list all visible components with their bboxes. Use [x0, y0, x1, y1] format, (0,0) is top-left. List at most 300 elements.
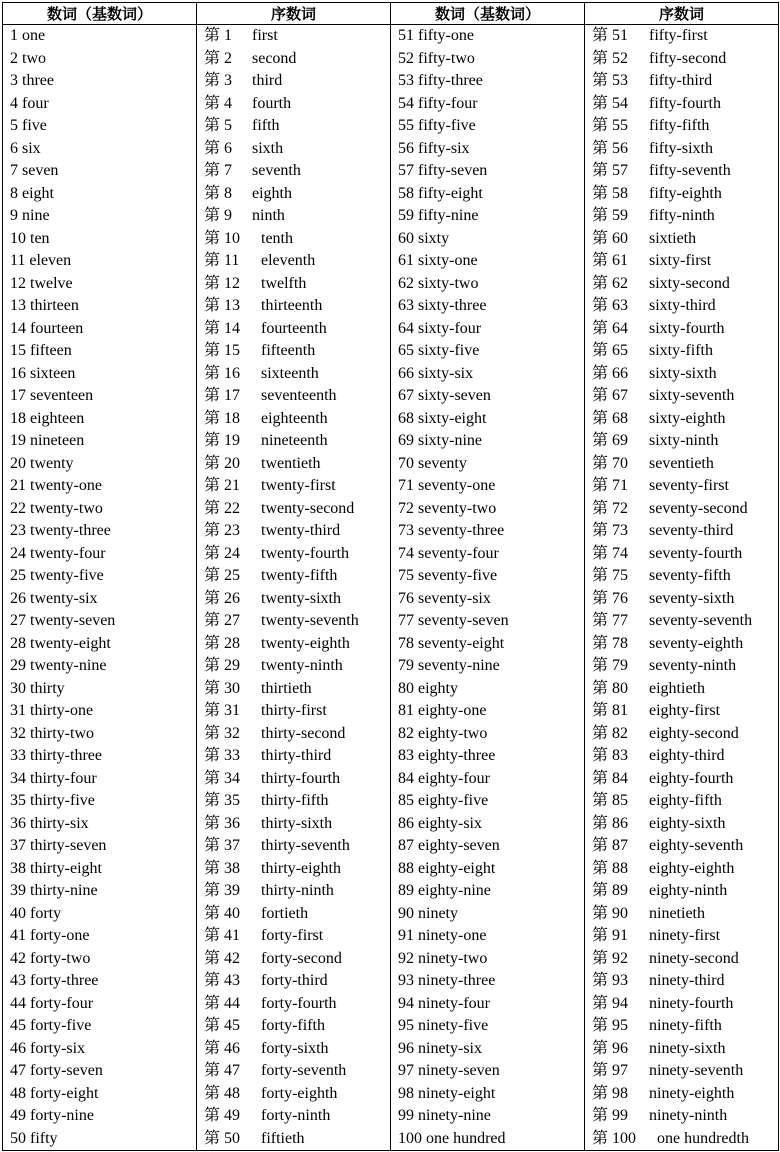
- ordinal-prefix: 第: [204, 387, 221, 404]
- ordinal-prefix: 第: [592, 117, 609, 134]
- ordinal-number: 第 4: [204, 94, 233, 112]
- ordinal-number: 第 93: [592, 972, 629, 989]
- ordinal-word: eighty-third: [649, 747, 725, 764]
- cardinal-cell-left: [3, 858, 197, 881]
- cardinal-number: 93: [398, 972, 414, 989]
- cardinal-word: ninety-six: [418, 1039, 482, 1057]
- cardinal-cell-right: [391, 160, 585, 183]
- cardinal-cell-right: [391, 970, 585, 993]
- ordinal-number: 第 58: [592, 184, 629, 202]
- ordinal-word: eightieth: [649, 679, 705, 697]
- cardinal-cell-right: [391, 745, 585, 768]
- ordinal-number: 第 20: [204, 454, 241, 472]
- cardinal-word: sixty-five: [418, 342, 480, 359]
- ordinal-cell-right: [585, 543, 779, 566]
- ordinal-cell-left: [197, 655, 391, 678]
- ordinal-prefix: 第: [204, 634, 221, 652]
- ordinal-number: 第 97: [592, 1062, 629, 1079]
- ordinal-cell-left: [197, 790, 391, 813]
- ordinal-word: nineteenth: [261, 432, 328, 449]
- cardinal-word: sixty: [418, 229, 450, 247]
- cardinal-number: 69: [398, 432, 414, 449]
- ordinal-cell-left: [197, 813, 391, 836]
- ordinal-word: forty-ninth: [261, 1107, 331, 1124]
- ordinal-word: seventy-second: [649, 499, 748, 517]
- cardinal-number: 80: [398, 679, 414, 697]
- ordinal-number: 第 16: [204, 364, 241, 382]
- ordinal-prefix: 第: [204, 567, 221, 584]
- ordinal-cell-left: [197, 408, 391, 431]
- cardinal-cell-left: [3, 543, 197, 566]
- ordinal-prefix: 第: [204, 702, 221, 719]
- ordinal-number: 第 17: [204, 387, 241, 404]
- cardinal-number: 16: [10, 364, 26, 382]
- ordinal-word: fourth: [252, 94, 292, 112]
- cardinal-number: 28: [10, 634, 26, 652]
- ordinal-prefix: 第: [592, 1017, 609, 1034]
- cardinal-number: 95: [398, 1017, 414, 1034]
- header-row: [3, 3, 779, 25]
- ordinal-cell-left: [197, 565, 391, 588]
- ordinal-cell-right: [585, 520, 779, 543]
- ordinal-prefix: 第: [592, 364, 609, 382]
- cardinal-number: 100: [398, 1129, 422, 1147]
- ordinal-word: fifty-sixth: [649, 139, 713, 157]
- cardinal-cell-right: [391, 453, 585, 476]
- cardinal-word: seventy-one: [418, 477, 496, 494]
- ordinal-cell-left: [197, 588, 391, 611]
- cardinal-cell-right: [391, 183, 585, 206]
- ordinal-number: 第 69: [592, 432, 629, 449]
- ordinal-prefix: 第: [592, 229, 609, 247]
- cardinal-number: 7: [10, 162, 18, 179]
- table-row: [3, 363, 779, 386]
- cardinal-number: 67: [398, 387, 414, 404]
- ordinal-prefix: 第: [592, 319, 609, 337]
- cardinal-word: fifty-seven: [418, 162, 488, 179]
- cardinal-word: thirty-three: [30, 747, 102, 764]
- header-cardinal-right: 数词（基数词）: [391, 3, 585, 25]
- ordinal-prefix: 第: [204, 364, 221, 382]
- ordinal-cell-right: [585, 880, 779, 903]
- ordinal-cell-right: [585, 115, 779, 138]
- ordinal-prefix: 第: [204, 477, 221, 494]
- cardinal-number: 92: [398, 949, 414, 967]
- cardinal-word: seventy-nine: [418, 657, 500, 674]
- ordinal-number: 第 79: [592, 657, 629, 674]
- cardinal-cell-right: [391, 768, 585, 791]
- ordinal-number: 第 49: [204, 1107, 241, 1124]
- cardinal-word: thirty-seven: [30, 837, 107, 854]
- ordinal-cell-left: [197, 295, 391, 318]
- ordinal-cell-left: [197, 880, 391, 903]
- cardinal-cell-right: [391, 723, 585, 746]
- cardinal-cell-right: [391, 633, 585, 656]
- table-row: [3, 1038, 779, 1061]
- ordinal-cell-right: [585, 835, 779, 858]
- ordinal-word: twenty-eighth: [261, 634, 350, 652]
- ordinal-cell-left: [197, 430, 391, 453]
- cardinal-number: 18: [10, 409, 26, 427]
- ordinal-number: 第 24: [204, 544, 241, 562]
- cardinal-number: 78: [398, 634, 414, 652]
- ordinal-prefix: 第: [592, 387, 609, 404]
- table-row: [3, 813, 779, 836]
- ordinal-word: ninety-eighth: [649, 1084, 735, 1102]
- cardinal-cell-left: [3, 25, 197, 48]
- ordinal-cell-left: [197, 498, 391, 521]
- cardinal-number: 24: [10, 544, 26, 562]
- cardinal-number: 42: [10, 949, 26, 967]
- ordinal-prefix: 第: [204, 432, 221, 449]
- cardinal-cell-right: [391, 205, 585, 228]
- cardinal-cell-left: [3, 655, 197, 678]
- cardinal-number: 64: [398, 319, 414, 337]
- cardinal-word: fifty: [30, 1129, 58, 1147]
- ordinal-cell-left: [197, 385, 391, 408]
- ordinal-prefix: 第: [592, 162, 609, 179]
- cardinal-cell-left: [3, 948, 197, 971]
- ordinal-cell-right: [585, 385, 779, 408]
- ordinal-number: 第 57: [592, 162, 629, 179]
- cardinal-cell-right: [391, 858, 585, 881]
- ordinal-number: 第 78: [592, 634, 629, 652]
- ordinal-number: 第 45: [204, 1017, 241, 1034]
- ordinal-word: tenth: [261, 229, 293, 247]
- table-row: [3, 25, 779, 48]
- ordinal-prefix: 第: [592, 499, 609, 517]
- ordinal-word: sixtieth: [649, 229, 697, 247]
- cardinal-number: 3: [10, 72, 18, 89]
- table-row: [3, 565, 779, 588]
- ordinal-word: fortieth: [261, 904, 309, 922]
- ordinal-prefix: 第: [592, 207, 609, 224]
- cardinal-number: 29: [10, 657, 26, 674]
- ordinal-cell-left: [197, 970, 391, 993]
- cardinal-word: thirteen: [30, 297, 79, 314]
- cardinal-cell-right: [391, 318, 585, 341]
- ordinal-cell-right: [585, 700, 779, 723]
- ordinal-cell-left: [197, 25, 391, 48]
- cardinal-cell-left: [3, 993, 197, 1016]
- cardinal-cell-left: [3, 48, 197, 71]
- cardinal-number: 19: [10, 432, 26, 449]
- ordinal-prefix: 第: [204, 162, 221, 179]
- ordinal-word: sixty-fifth: [649, 342, 713, 359]
- ordinal-number: 第 26: [204, 589, 241, 607]
- cardinal-word: eight: [22, 184, 54, 202]
- ordinal-prefix: 第: [592, 27, 609, 44]
- ordinal-cell-left: [197, 183, 391, 206]
- ordinal-number: 第 73: [592, 522, 629, 539]
- cardinal-word: twenty-five: [30, 567, 104, 584]
- cardinal-word: ten: [30, 229, 50, 247]
- ordinal-prefix: 第: [592, 949, 609, 967]
- ordinal-cell-left: [197, 858, 391, 881]
- cardinal-word: eighty-five: [418, 792, 489, 809]
- cardinal-cell-right: [391, 25, 585, 48]
- ordinal-cell-right: [585, 588, 779, 611]
- ordinal-number: 第 62: [592, 274, 629, 292]
- cardinal-word: eighty: [418, 679, 458, 697]
- ordinal-number: 第 13: [204, 297, 241, 314]
- table-row: [3, 633, 779, 656]
- ordinal-number: 第 25: [204, 567, 241, 584]
- ordinal-number: 第 54: [592, 94, 629, 112]
- ordinal-word: ninety-fourth: [649, 994, 734, 1012]
- ordinal-cell-right: [585, 273, 779, 296]
- cardinal-word: fifty-five: [418, 117, 476, 134]
- ordinal-prefix: 第: [204, 747, 221, 764]
- ordinal-number: 第 95: [592, 1017, 629, 1034]
- table-row: [3, 340, 779, 363]
- ordinal-word: seventieth: [649, 454, 714, 472]
- ordinal-number: 第 38: [204, 859, 241, 877]
- cardinal-cell-left: [3, 115, 197, 138]
- ordinal-cell-left: [197, 678, 391, 701]
- cardinal-number: 76: [398, 589, 414, 607]
- cardinal-number: 33: [10, 747, 26, 764]
- cardinal-word: forty-nine: [30, 1107, 94, 1124]
- ordinal-prefix: 第: [204, 72, 221, 89]
- ordinal-number: 第 60: [592, 229, 629, 247]
- table-row: [3, 1015, 779, 1038]
- cardinal-number: 79: [398, 657, 414, 674]
- ordinal-number: 第 81: [592, 702, 629, 719]
- cardinal-cell-left: [3, 1105, 197, 1128]
- cardinal-cell-right: [391, 880, 585, 903]
- cardinal-number: 87: [398, 837, 414, 854]
- cardinal-word: seventy-six: [418, 589, 491, 607]
- ordinal-prefix: 第: [592, 994, 609, 1012]
- ordinal-prefix: 第: [204, 1017, 221, 1034]
- ordinal-word: thirty-seventh: [261, 837, 350, 854]
- ordinal-number: 第 10: [204, 229, 241, 247]
- cardinal-word: ninety-eight: [418, 1084, 496, 1102]
- cardinal-number: 63: [398, 297, 414, 314]
- cardinal-cell-left: [3, 835, 197, 858]
- cardinal-number: 12: [10, 274, 26, 292]
- ordinal-word: fifth: [252, 117, 280, 134]
- cardinal-word: twenty-seven: [30, 612, 116, 629]
- cardinal-word: fourteen: [30, 319, 84, 337]
- cardinal-number: 43: [10, 972, 26, 989]
- ordinal-number: 第 87: [592, 837, 629, 854]
- cardinal-word: seventy-three: [418, 522, 505, 539]
- cardinal-word: fifty-one: [418, 27, 474, 44]
- ordinal-cell-left: [197, 93, 391, 116]
- ordinal-cell-right: [585, 768, 779, 791]
- ordinal-prefix: 第: [204, 117, 221, 134]
- cardinal-number: 49: [10, 1107, 26, 1124]
- ordinal-word: seventy-sixth: [649, 589, 735, 607]
- ordinal-cell-left: [197, 318, 391, 341]
- ordinal-cell-right: [585, 160, 779, 183]
- cardinal-cell-left: [3, 565, 197, 588]
- ordinal-word: fiftieth: [261, 1129, 305, 1147]
- ordinal-number: 第 59: [592, 207, 629, 224]
- ordinal-prefix: 第: [204, 49, 221, 67]
- ordinal-number: 第 18: [204, 409, 241, 427]
- ordinal-word: seventy-seventh: [649, 612, 753, 629]
- cardinal-cell-left: [3, 183, 197, 206]
- cardinal-number: 14: [10, 319, 26, 337]
- ordinal-number: 第 29: [204, 657, 241, 674]
- ordinal-cell-right: [585, 813, 779, 836]
- cardinal-word: thirty-five: [30, 792, 95, 809]
- ordinal-number: 第 72: [592, 499, 629, 517]
- ordinal-word: ninety-third: [649, 972, 725, 989]
- cardinal-number: 1: [10, 27, 18, 44]
- cardinal-number: 98: [398, 1084, 414, 1102]
- cardinal-word: sixty-six: [418, 364, 474, 382]
- cardinal-number: 21: [10, 477, 26, 494]
- header-ordinal-right: 序数词: [585, 3, 779, 25]
- cardinal-number: 62: [398, 274, 414, 292]
- cardinal-word: thirty-nine: [30, 882, 98, 899]
- cardinal-cell-right: [391, 835, 585, 858]
- cardinal-number: 56: [398, 139, 414, 157]
- ordinal-number: 第 46: [204, 1039, 241, 1057]
- ordinal-word: sixty-second: [649, 274, 730, 292]
- ordinal-cell-right: [585, 1015, 779, 1038]
- ordinal-cell-left: [197, 1128, 391, 1151]
- ordinal-cell-left: [197, 1060, 391, 1083]
- cardinal-number: 51: [398, 27, 414, 44]
- ordinal-number: 第 94: [592, 994, 629, 1012]
- cardinal-cell-left: [3, 1038, 197, 1061]
- ordinal-cell-left: [197, 948, 391, 971]
- cardinal-cell-right: [391, 498, 585, 521]
- ordinal-number: 第 50: [204, 1129, 241, 1147]
- cardinal-cell-left: [3, 1128, 197, 1151]
- ordinal-number: 第 67: [592, 387, 629, 404]
- ordinal-prefix: 第: [592, 72, 609, 89]
- cardinal-cell-left: [3, 1083, 197, 1106]
- ordinal-prefix: 第: [204, 1129, 221, 1147]
- ordinal-prefix: 第: [592, 252, 609, 269]
- ordinal-word: thirty-second: [261, 724, 346, 742]
- cardinal-word: eighty-six: [418, 814, 482, 832]
- cardinal-cell-right: [391, 1038, 585, 1061]
- table-row: [3, 1105, 779, 1128]
- ordinal-word: second: [252, 49, 297, 67]
- ordinal-prefix: 第: [204, 904, 221, 922]
- ordinal-prefix: 第: [204, 229, 221, 247]
- cardinal-word: four: [22, 94, 49, 112]
- cardinal-word: ninety: [418, 904, 458, 922]
- cardinal-cell-left: [3, 1015, 197, 1038]
- cardinal-word: ninety-three: [418, 972, 496, 989]
- ordinal-number: 第 99: [592, 1107, 629, 1124]
- cardinal-cell-right: [391, 1105, 585, 1128]
- ordinal-word: thirtieth: [261, 679, 312, 697]
- ordinal-prefix: 第: [204, 1039, 221, 1057]
- cardinal-word: forty-six: [30, 1039, 86, 1057]
- cardinal-number: 48: [10, 1084, 26, 1102]
- ordinal-prefix: 第: [592, 1039, 609, 1057]
- table-row: [3, 1128, 779, 1151]
- ordinal-prefix: 第: [204, 274, 221, 292]
- ordinal-prefix: 第: [204, 792, 221, 809]
- ordinal-number: 第 55: [592, 117, 629, 134]
- cardinal-number: 27: [10, 612, 26, 629]
- ordinal-cell-left: [197, 993, 391, 1016]
- cardinal-cell-right: [391, 925, 585, 948]
- ordinal-prefix: 第: [592, 1129, 609, 1147]
- cardinal-number: 75: [398, 567, 414, 584]
- ordinal-word: fifty-seventh: [649, 162, 731, 179]
- ordinal-cell-right: [585, 363, 779, 386]
- cardinal-number: 47: [10, 1062, 26, 1079]
- ordinal-cell-left: [197, 250, 391, 273]
- ordinal-number: 第 80: [592, 679, 629, 697]
- ordinal-word: forty-first: [261, 927, 324, 944]
- ordinal-number: 第 52: [592, 49, 629, 67]
- cardinal-cell-right: [391, 115, 585, 138]
- ordinal-word: seventy-fifth: [649, 567, 731, 584]
- cardinal-number: 50: [10, 1129, 26, 1147]
- cardinal-number: 37: [10, 837, 26, 854]
- cardinal-number: 91: [398, 927, 414, 944]
- cardinal-word: one hundred: [426, 1129, 506, 1147]
- cardinal-cell-right: [391, 1083, 585, 1106]
- cardinal-number: 90: [398, 904, 414, 922]
- ordinal-prefix: 第: [592, 522, 609, 539]
- cardinal-word: fifty-eight: [418, 184, 483, 202]
- ordinal-number: 第 48: [204, 1084, 241, 1102]
- ordinal-cell-left: [197, 1015, 391, 1038]
- ordinal-word: thirteenth: [261, 297, 323, 314]
- cardinal-word: fifteen: [30, 342, 72, 359]
- cardinal-word: forty-seven: [30, 1062, 103, 1079]
- cardinal-word: sixty-two: [418, 274, 479, 292]
- cardinal-word: seventy-eight: [418, 634, 505, 652]
- cardinal-cell-right: [391, 430, 585, 453]
- cardinal-number: 99: [398, 1107, 414, 1124]
- header-cardinal-left: 数词（基数词）: [3, 3, 197, 25]
- cardinal-number: 52: [398, 49, 414, 67]
- ordinal-word: eighty-seventh: [649, 837, 744, 854]
- ordinal-number: 第 47: [204, 1062, 241, 1079]
- cardinal-word: forty-three: [30, 972, 99, 989]
- cardinal-cell-right: [391, 250, 585, 273]
- cardinal-cell-left: [3, 700, 197, 723]
- ordinal-number: 第 14: [204, 319, 241, 337]
- ordinal-cell-right: [585, 948, 779, 971]
- cardinal-cell-left: [3, 340, 197, 363]
- cardinal-cell-right: [391, 138, 585, 161]
- ordinal-number: 第 9: [204, 207, 233, 224]
- ordinal-number: 第 64: [592, 319, 629, 337]
- ordinal-cell-right: [585, 93, 779, 116]
- ordinal-prefix: 第: [204, 319, 221, 337]
- ordinal-number: 第 11: [204, 252, 240, 269]
- ordinal-cell-left: [197, 115, 391, 138]
- cardinal-cell-right: [391, 813, 585, 836]
- cardinal-word: twenty-four: [30, 544, 106, 562]
- cardinal-number: 66: [398, 364, 414, 382]
- ordinal-cell-right: [585, 745, 779, 768]
- cardinal-number: 89: [398, 882, 414, 899]
- table-row: [3, 655, 779, 678]
- ordinal-prefix: 第: [592, 634, 609, 652]
- ordinal-prefix: 第: [204, 927, 221, 944]
- ordinal-cell-right: [585, 565, 779, 588]
- ordinal-prefix: 第: [592, 432, 609, 449]
- table-row: [3, 835, 779, 858]
- ordinal-number: 第 3: [204, 72, 233, 89]
